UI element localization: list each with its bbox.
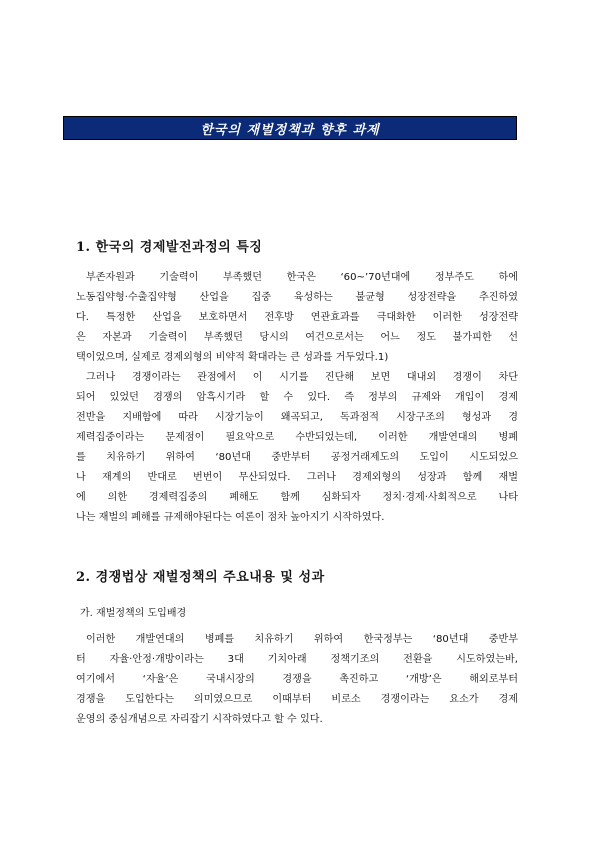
paragraph-line: 에 의한 경제력집중의 폐해도 함께 심화되자 정치·경제·사회적으로 나타 (76, 492, 518, 503)
paragraph-line: 되어 있었던 경쟁의 암흑시기라 할 수 있다. 즉 정부의 규제와 개입이 경제 (76, 392, 518, 403)
section-1-paragraph-2 (76, 368, 518, 528)
section-1-paragraph-1 (76, 268, 518, 368)
paragraph-line: 노동집약형·수출집약형 산업을 집중 육성하는 불균형 성장전략을 추진하였 (76, 292, 518, 303)
paragraph-line: 경쟁을 도입한다는 의미였으므로 이때부터 비로소 경쟁이라는 요소가 경제 (76, 694, 518, 705)
document-title-bar (63, 116, 517, 140)
paragraph-line: 택이었으며, 실제로 경제외형의 비약적 확대라는 큰 성과를 거두었다.1) (76, 352, 389, 363)
paragraph-line: 나 재계의 반대로 번번이 무산되었다. 그러나 경제외형의 성장과 함께 재벌 (76, 472, 518, 483)
paragraph-line: 터 자율·안정·개방이라는 3대 기치아래 정책기조의 전환을 시도하였는바, (76, 654, 518, 665)
document-title: 한국의 재벌정책과 향후 과제 (200, 122, 380, 138)
section-2-subheading: 가. 재벌정책의 도입배경 (80, 608, 187, 619)
paragraph-line: 은 자본과 기술력이 부족했던 당시의 여건으로서는 어느 정도 불가피한 선 (76, 332, 518, 343)
paragraph-line: 그러나 경쟁이라는 관점에서 이 시기를 진단해 보면 대내외 경쟁이 차단 (86, 372, 518, 383)
paragraph-line: 나는 재벌의 폐해를 규제해야된다는 여론이 점차 높아지기 시작하였다. (76, 512, 385, 523)
paragraph-line: 다. 특정한 산업을 보호하면서 전후방 연관효과를 극대화한 이러한 성장전략 (76, 312, 518, 323)
paragraph-line: 제력집중이라는 문제점이 필요악으로 수반되었는데, 이러한 개발연대의 병폐 (76, 432, 518, 443)
paragraph-line: 전반을 지배함에 따라 시장기능이 왜곡되고, 독과점적 시장구조의 형성과 경 (76, 412, 518, 423)
section-2-paragraph-1 (76, 630, 518, 730)
paragraph-line: 운영의 중심개념으로 자리잡기 시작하였다고 할 수 있다. (76, 714, 323, 725)
paragraph-line: 부존자원과 기술력이 부족했던 한국은 ‘60~’70년대에 정부주도 하에 (86, 272, 518, 283)
paragraph-line: 여기에서 ‘자율’은 국내시장의 경쟁을 촉진하고 ‘개방’은 해외로부터 (76, 674, 518, 685)
section-1-heading: 1. 한국의 경제발전과정의 특징 (76, 240, 263, 255)
paragraph-line: 를 치유하기 위하여 ‘80년대 중반부터 공정거래제도의 도입이 시도되었으 (76, 452, 518, 463)
section-2-heading: 2. 경쟁법상 재벌정책의 주요내용 및 성과 (76, 570, 325, 585)
paragraph-line: 이러한 개발연대의 병폐를 치유하기 위하여 한국정부는 ‘80년대 중반부 (86, 634, 518, 645)
